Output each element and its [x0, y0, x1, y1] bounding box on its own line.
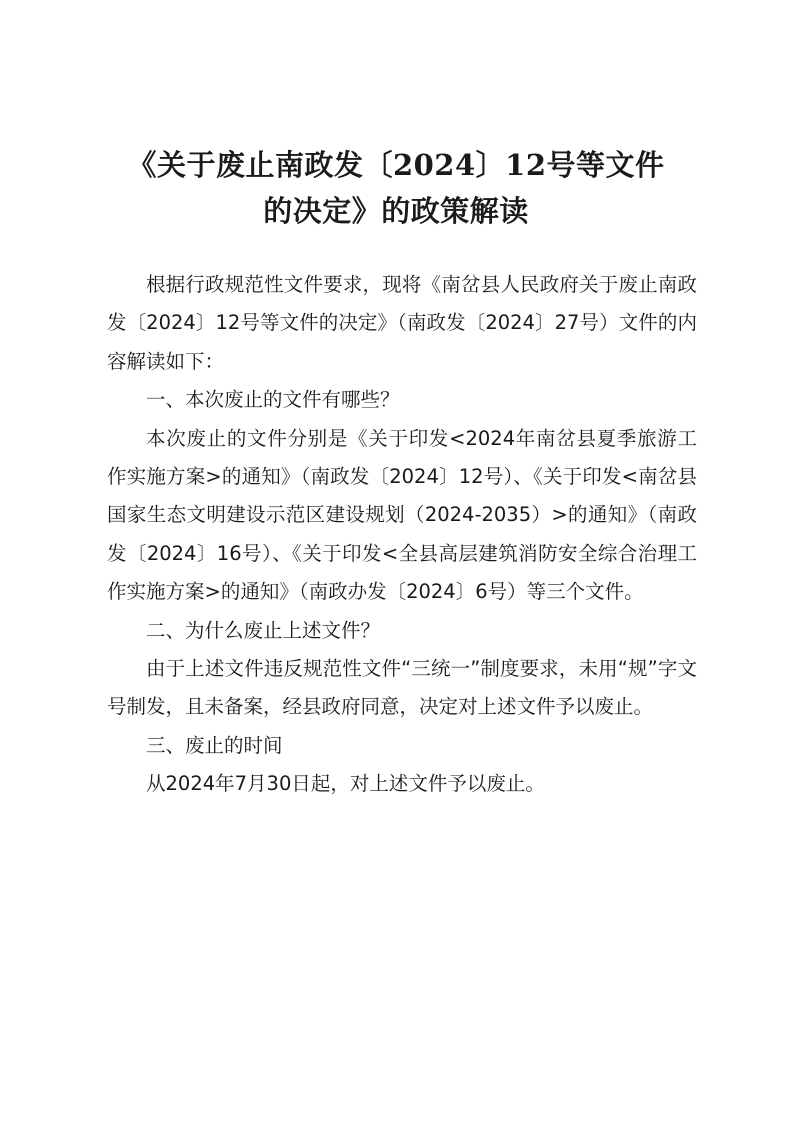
section-answer-1: 本次废止的文件分别是《关于印发<2024年南岔县夏季旅游工作实施方案>的通知》（南政发〔2024〕12号）、《关于印发<南岔县国家生态文明建设示范区建设规划（2024-2035）>的通知》（南政发〔2024〕16号）、《关于印发<全县高层建筑消防安全综合治理工作实施方案>的通知》（南政办发〔2024〕6号）等三个文件。 — [107, 426, 697, 604]
section-heading-3: 三、废止的时间 — [146, 733, 283, 757]
intro-paragraph: 根据行政规范性文件要求，现将《南岔县人民政府关于废止南政发〔2024〕12号等文件的决定》（南政发〔2024〕27号）文件的内容解读如下： — [107, 273, 697, 373]
section-heading-1: 一、本次废止的文件有哪些？ — [146, 388, 400, 412]
section-answer-2: 由于上述文件违反规范性文件“三统一”制度要求，未用“规”字文号制发，且未备案，经县政府同意，决定对上述文件予以废止。 — [107, 657, 697, 719]
section-answer-3: 从2024年7月30日起，对上述文件予以废止。 — [146, 772, 545, 796]
section-heading-2: 二、为什么废止上述文件？ — [146, 618, 381, 642]
document-title-line-1: 《关于废止南政发〔2024〕12号等文件 — [127, 148, 665, 182]
document-title-line-2: 的决定》的政策解读 — [263, 194, 529, 228]
document-body — [107, 266, 697, 804]
